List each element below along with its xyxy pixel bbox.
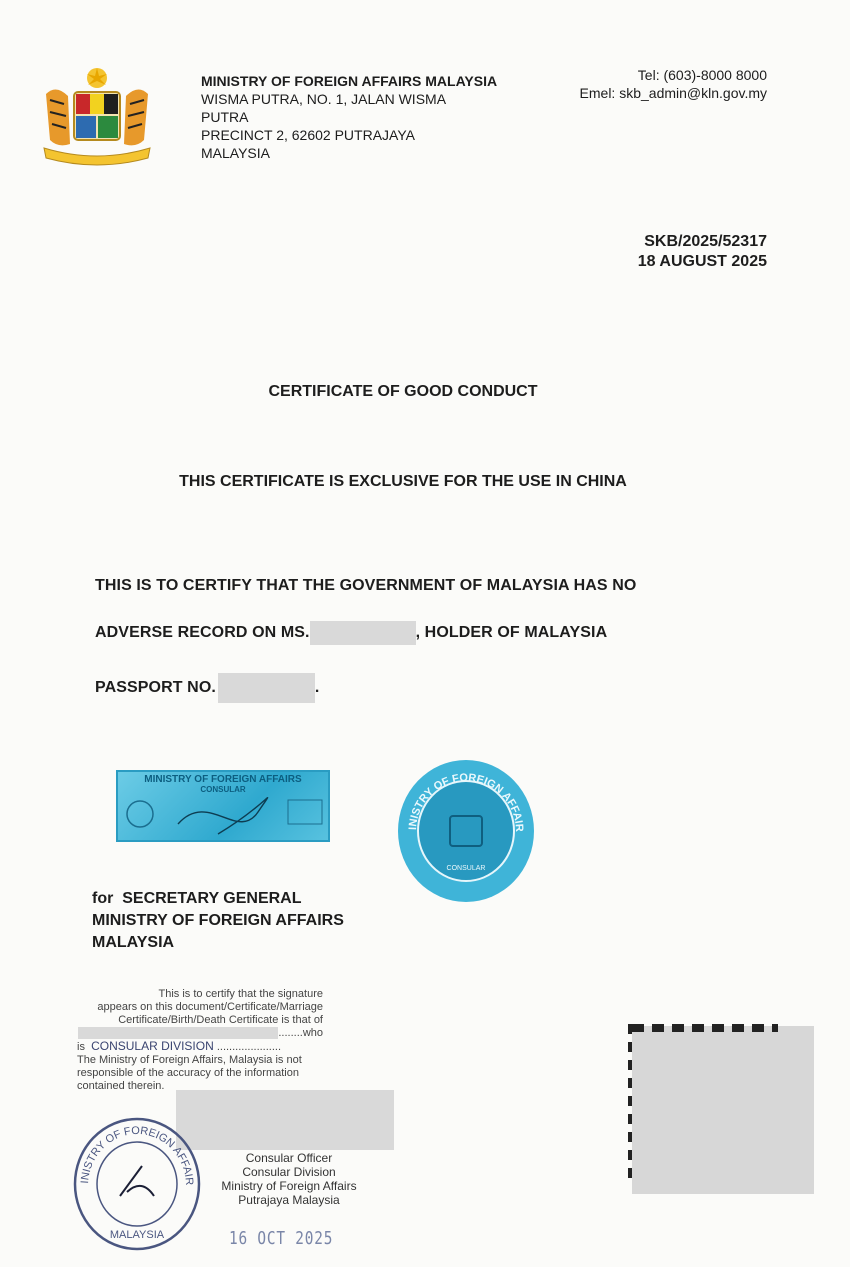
redacted-passport: [218, 673, 315, 703]
signature-scribble-icon: [118, 794, 328, 840]
address-line-3: PRECINCT 2, 62602 PUTRAJAYA: [201, 127, 415, 143]
body-line-3-prefix: PASSPORT NO.: [95, 679, 216, 697]
round-stamp-title: INISTRY OF FOREIGN AFFAIR: [406, 771, 526, 833]
consular-rect-stamp: [116, 770, 330, 842]
document-title: CERTIFICATE OF GOOD CONDUCT: [268, 383, 538, 400]
telephone: Tel: (603)-8000 8000: [637, 67, 767, 83]
officer-ministry: Ministry of Foreign Affairs: [221, 1179, 357, 1193]
consular-officer-block: [221, 1151, 357, 1207]
consular-round-stamp: [396, 758, 536, 904]
attestation-line-1: This is to certify that the signature: [158, 988, 323, 1000]
signatory-ministry: MINISTRY OF FOREIGN AFFAIRS: [92, 912, 344, 929]
officer-division: Consular Division: [242, 1165, 336, 1179]
qr-code-top-edge: [632, 1024, 778, 1032]
signatory-block: [92, 888, 344, 954]
attestation-line-5: is CONSULAR DIVISION .....................: [77, 1039, 282, 1053]
redacted-qr-code: [632, 1026, 814, 1194]
redacted-signature: [176, 1090, 394, 1150]
coat-of-arms-logo: [38, 64, 156, 168]
address-line-2: PUTRA: [201, 109, 249, 125]
consular-division-stamp: CONSULAR DIVISION: [91, 1039, 214, 1053]
body-line-2-prefix: ADVERSE RECORD ON MS.: [95, 624, 310, 642]
officer-location: Putrajaya Malaysia: [238, 1193, 340, 1207]
redacted-name: [310, 621, 416, 645]
body-line-3-suffix: .: [314, 679, 320, 697]
signatory-for: for: [92, 890, 114, 907]
org-name: MINISTRY OF FOREIGN AFFAIRS MALAYSIA: [201, 73, 498, 89]
reference-number: SKB/2025/52317: [644, 233, 767, 250]
redacted-officer-name: [78, 1027, 278, 1039]
rect-stamp-sub: CONSULAR: [200, 785, 246, 794]
attestation-line-8: contained therein.: [77, 1080, 165, 1092]
attestation-line-7: responsible of the accuracy of the information: [77, 1067, 299, 1079]
attestation-line-4: ........who: [77, 1027, 323, 1040]
body-line-1: THIS IS TO CERTIFY THAT THE GOVERNMENT OF MALAYSIA HAS NO: [95, 577, 637, 594]
ministry-ink-seal: [72, 1116, 202, 1252]
date-stamp: 16 OCT 2025: [229, 1228, 334, 1249]
attestation-line-6: The Ministry of Foreign Affairs, Malaysia is not: [77, 1054, 302, 1066]
reference-date: 18 AUGUST 2025: [637, 253, 767, 270]
body-line-2-suffix: , HOLDER OF MALAYSIA: [415, 624, 608, 642]
body-line-2: [95, 621, 607, 645]
seal-title: INISTRY OF FOREIGN AFFAIR: [79, 1124, 196, 1186]
body-line-3: [95, 673, 319, 703]
address-line-4: MALAYSIA: [201, 145, 270, 161]
header-address: [201, 72, 521, 162]
signatory-title: SECRETARY GENERAL: [122, 890, 302, 907]
attestation-line-2: appears on this document/Certificate/Marriage: [97, 1001, 323, 1013]
officer-title: Consular Officer: [245, 1151, 333, 1165]
address-line-1: WISMA PUTRA, NO. 1, JALAN WISMA: [201, 91, 447, 107]
reference-block: [638, 232, 767, 272]
round-stamp-bottom: CONSULAR: [446, 865, 486, 872]
header-contact: [580, 66, 767, 102]
signatory-country: MALAYSIA: [92, 934, 175, 951]
attestation-block: [77, 988, 323, 1093]
document-subtitle: THIS CERTIFICATE IS EXCLUSIVE FOR THE USE IN CHINA: [179, 473, 627, 490]
seal-bottom: MALAYSIA: [109, 1229, 165, 1241]
email: Emel: skb_admin@kln.gov.my: [579, 85, 767, 101]
rect-stamp-title: MINISTRY OF FOREIGN AFFAIRS: [144, 774, 302, 785]
attestation-line-3: Certificate/Birth/Death Certificate is that of: [118, 1014, 323, 1026]
